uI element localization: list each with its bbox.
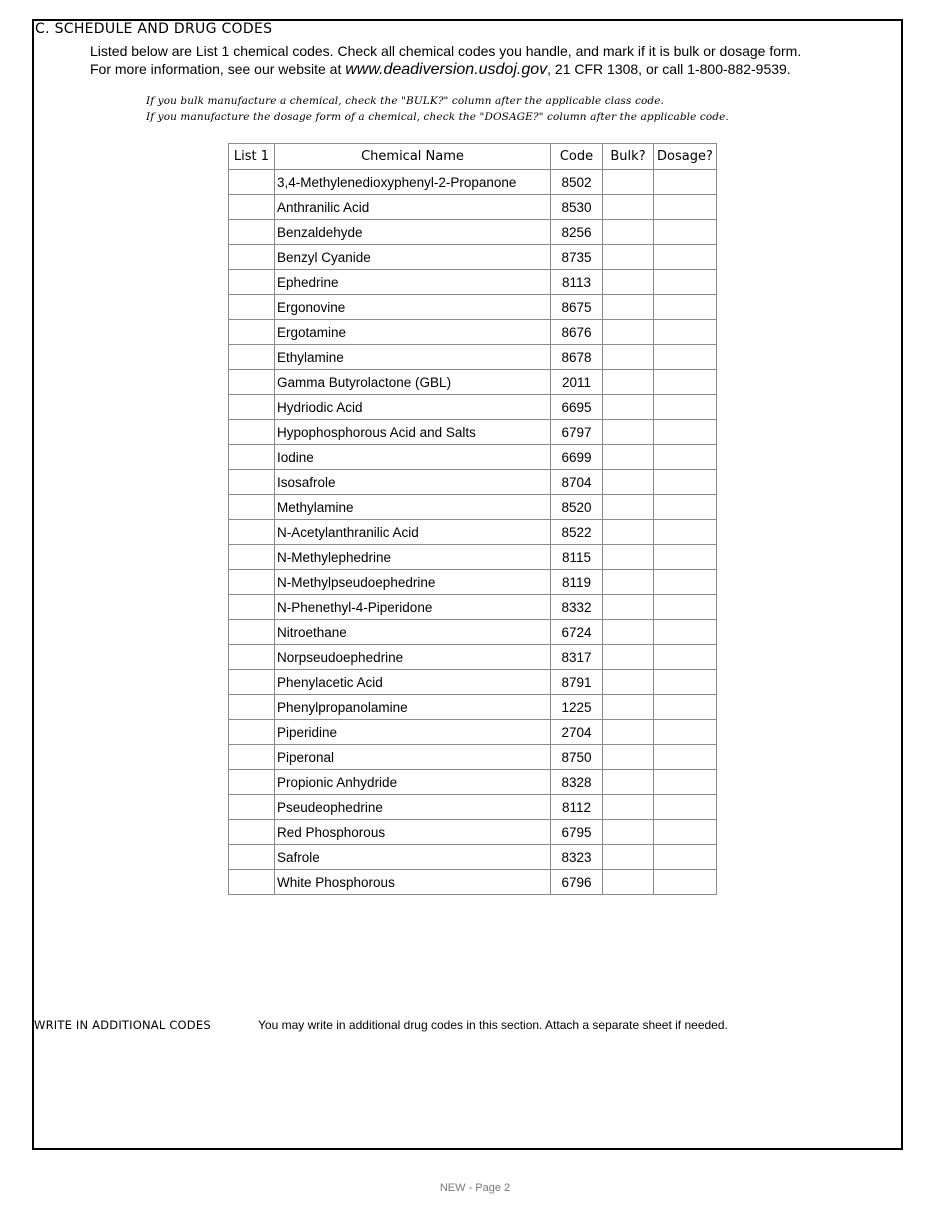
list-1-checkbox-cell[interactable] <box>229 720 275 745</box>
dosage-checkbox-cell[interactable] <box>654 845 717 870</box>
chemical-name: N-Phenethyl-4-Piperidone <box>275 595 551 620</box>
table-row <box>229 545 717 570</box>
table-row <box>229 570 717 595</box>
bulk-checkbox-cell[interactable] <box>603 645 654 670</box>
dosage-checkbox-cell[interactable] <box>654 870 717 895</box>
table-row <box>229 620 717 645</box>
chemical-code: 8256 <box>551 220 603 245</box>
chemical-name: Methylamine <box>275 495 551 520</box>
chemical-code: 8332 <box>551 595 603 620</box>
dosage-checkbox-cell[interactable] <box>654 195 717 220</box>
bulk-checkbox-cell[interactable] <box>603 345 654 370</box>
list-1-checkbox-cell[interactable] <box>229 320 275 345</box>
list-1-checkbox-cell[interactable] <box>229 595 275 620</box>
bulk-checkbox-cell[interactable] <box>603 570 654 595</box>
chemical-name: Hydriodic Acid <box>275 395 551 420</box>
bulk-checkbox-cell[interactable] <box>603 195 654 220</box>
chemical-code: 6699 <box>551 445 603 470</box>
chemical-name: Red Phosphorous <box>275 820 551 845</box>
table-row <box>229 445 717 470</box>
website-link[interactable]: www.deadiversion.usdoj.gov <box>345 61 548 78</box>
chemical-code: 8750 <box>551 745 603 770</box>
bulk-checkbox-cell[interactable] <box>603 720 654 745</box>
chemical-code: 8530 <box>551 195 603 220</box>
bulk-checkbox-cell[interactable] <box>603 595 654 620</box>
list-1-checkbox-cell[interactable] <box>229 195 275 220</box>
chemical-name: White Phosphorous <box>275 870 551 895</box>
dosage-checkbox-cell[interactable] <box>654 820 717 845</box>
table-row <box>229 745 717 770</box>
list-1-checkbox-cell[interactable] <box>229 370 275 395</box>
list-1-checkbox-cell[interactable] <box>229 395 275 420</box>
list-1-checkbox-cell[interactable] <box>229 820 275 845</box>
list-1-checkbox-cell[interactable] <box>229 470 275 495</box>
bulk-checkbox-cell[interactable] <box>603 220 654 245</box>
dosage-checkbox-cell[interactable] <box>654 720 717 745</box>
dosage-checkbox-cell[interactable] <box>654 420 717 445</box>
dosage-checkbox-cell[interactable] <box>654 295 717 320</box>
section-title: C. SCHEDULE AND DRUG CODES <box>35 21 273 37</box>
header-dosage: Dosage? <box>654 144 717 170</box>
chemical-name: Ephedrine <box>275 270 551 295</box>
list-1-checkbox-cell[interactable] <box>229 520 275 545</box>
chemical-code: 6796 <box>551 870 603 895</box>
list-1-checkbox-cell[interactable] <box>229 245 275 270</box>
bulk-checkbox-cell[interactable] <box>603 695 654 720</box>
list-1-checkbox-cell[interactable] <box>229 795 275 820</box>
chemical-name: Phenylacetic Acid <box>275 670 551 695</box>
bulk-checkbox-cell[interactable] <box>603 620 654 645</box>
list-1-checkbox-cell[interactable] <box>229 495 275 520</box>
list-1-checkbox-cell[interactable] <box>229 420 275 445</box>
dosage-checkbox-cell[interactable] <box>654 520 717 545</box>
table-row <box>229 820 717 845</box>
dosage-checkbox-cell[interactable] <box>654 445 717 470</box>
list-1-checkbox-cell[interactable] <box>229 645 275 670</box>
chemical-code: 8735 <box>551 245 603 270</box>
table-row <box>229 770 717 795</box>
bulk-checkbox-cell[interactable] <box>603 470 654 495</box>
table-body <box>229 170 717 895</box>
table-row <box>229 670 717 695</box>
bulk-checkbox-cell[interactable] <box>603 870 654 895</box>
instruction-bulk: If you bulk manufacture a chemical, check the "BULK?" column after the applicable class code. <box>146 95 664 107</box>
chemical-name: Pseudeophedrine <box>275 795 551 820</box>
dosage-checkbox-cell[interactable] <box>654 645 717 670</box>
chemical-code: 6695 <box>551 395 603 420</box>
bulk-checkbox-cell[interactable] <box>603 170 654 195</box>
chemical-code: 8317 <box>551 645 603 670</box>
chemical-name: N-Methylephedrine <box>275 545 551 570</box>
chemical-name: N-Methylpseudoephedrine <box>275 570 551 595</box>
bulk-checkbox-cell[interactable] <box>603 445 654 470</box>
chemical-code: 6724 <box>551 620 603 645</box>
bulk-checkbox-cell[interactable] <box>603 295 654 320</box>
chemical-name: Ergotamine <box>275 320 551 345</box>
list-1-checkbox-cell[interactable] <box>229 570 275 595</box>
table-row <box>229 720 717 745</box>
intro-line-2 <box>90 60 801 79</box>
table-row <box>229 420 717 445</box>
table-row <box>229 395 717 420</box>
table-row <box>229 170 717 195</box>
list-1-checkbox-cell[interactable] <box>229 845 275 870</box>
list-1-checkbox-cell[interactable] <box>229 745 275 770</box>
list-1-checkbox-cell[interactable] <box>229 545 275 570</box>
chemical-name: Piperidine <box>275 720 551 745</box>
dosage-checkbox-cell[interactable] <box>654 745 717 770</box>
instructions <box>146 93 729 125</box>
list-1-checkbox-cell[interactable] <box>229 445 275 470</box>
header-chemical-name: Chemical Name <box>275 144 551 170</box>
chemical-name: Anthranilic Acid <box>275 195 551 220</box>
chemical-code: 6795 <box>551 820 603 845</box>
chemical-code: 8328 <box>551 770 603 795</box>
dosage-checkbox-cell[interactable] <box>654 695 717 720</box>
bulk-checkbox-cell[interactable] <box>603 820 654 845</box>
table-header-row <box>229 144 717 170</box>
bulk-checkbox-cell[interactable] <box>603 370 654 395</box>
dosage-checkbox-cell[interactable] <box>654 395 717 420</box>
chemical-code: 8115 <box>551 545 603 570</box>
dosage-checkbox-cell[interactable] <box>654 620 717 645</box>
table-row <box>229 220 717 245</box>
bulk-checkbox-cell[interactable] <box>603 520 654 545</box>
bulk-checkbox-cell[interactable] <box>603 320 654 345</box>
table-row <box>229 695 717 720</box>
chemical-code: 1225 <box>551 695 603 720</box>
bulk-checkbox-cell[interactable] <box>603 270 654 295</box>
chemical-name: N-Acetylanthranilic Acid <box>275 520 551 545</box>
table-row <box>229 195 717 220</box>
chemical-name: Safrole <box>275 845 551 870</box>
chemical-code: 2704 <box>551 720 603 745</box>
bulk-checkbox-cell[interactable] <box>603 395 654 420</box>
dosage-checkbox-cell[interactable] <box>654 320 717 345</box>
chemical-code: 8323 <box>551 845 603 870</box>
dosage-checkbox-cell[interactable] <box>654 470 717 495</box>
dosage-checkbox-cell[interactable] <box>654 345 717 370</box>
list-1-checkbox-cell[interactable] <box>229 695 275 720</box>
chemical-code: 2011 <box>551 370 603 395</box>
intro-line-2-post: , 21 CFR 1308, or call 1-800-882-9539. <box>547 61 791 77</box>
chemical-name: Ethylamine <box>275 345 551 370</box>
chemical-code: 8119 <box>551 570 603 595</box>
table-row <box>229 520 717 545</box>
page-footer: NEW - Page 2 <box>439 1182 511 1194</box>
dosage-checkbox-cell[interactable] <box>654 170 717 195</box>
table-row <box>229 845 717 870</box>
chemical-code: 8676 <box>551 320 603 345</box>
header-code: Code <box>551 144 603 170</box>
chemical-name: Iodine <box>275 445 551 470</box>
list-1-checkbox-cell[interactable] <box>229 345 275 370</box>
dosage-checkbox-cell[interactable] <box>654 670 717 695</box>
bulk-checkbox-cell[interactable] <box>603 245 654 270</box>
bulk-checkbox-cell[interactable] <box>603 670 654 695</box>
chemical-name: Benzaldehyde <box>275 220 551 245</box>
chemical-code: 8791 <box>551 670 603 695</box>
chemical-name: Hypophosphorous Acid and Salts <box>275 420 551 445</box>
table-row <box>229 245 717 270</box>
dosage-checkbox-cell[interactable] <box>654 595 717 620</box>
bulk-checkbox-cell[interactable] <box>603 845 654 870</box>
chemical-code: 8675 <box>551 295 603 320</box>
dosage-checkbox-cell[interactable] <box>654 545 717 570</box>
table-row <box>229 870 717 895</box>
list-1-checkbox-cell[interactable] <box>229 295 275 320</box>
table-row <box>229 295 717 320</box>
bulk-checkbox-cell[interactable] <box>603 770 654 795</box>
dosage-checkbox-cell[interactable] <box>654 270 717 295</box>
dosage-checkbox-cell[interactable] <box>654 220 717 245</box>
chemical-code: 8678 <box>551 345 603 370</box>
list-1-checkbox-cell[interactable] <box>229 770 275 795</box>
bulk-checkbox-cell[interactable] <box>603 745 654 770</box>
intro-line-1: Listed below are List 1 chemical codes. Check all chemical codes you handle, and mark if it is bulk or dosage form. <box>90 43 802 59</box>
chemical-code: 8113 <box>551 270 603 295</box>
list-1-checkbox-cell[interactable] <box>229 170 275 195</box>
table-row <box>229 320 717 345</box>
table-row <box>229 345 717 370</box>
header-bulk: Bulk? <box>603 144 654 170</box>
dosage-checkbox-cell[interactable] <box>654 570 717 595</box>
bulk-checkbox-cell[interactable] <box>603 495 654 520</box>
dosage-checkbox-cell[interactable] <box>654 770 717 795</box>
bulk-checkbox-cell[interactable] <box>603 795 654 820</box>
table-row <box>229 270 717 295</box>
intro-line-2-pre: For more information, see our website at <box>90 61 346 77</box>
chemical-code: 8704 <box>551 470 603 495</box>
chemical-code: 6797 <box>551 420 603 445</box>
table-row <box>229 595 717 620</box>
list-1-checkbox-cell[interactable] <box>229 670 275 695</box>
instruction-dosage: If you manufacture the dosage form of a chemical, check the "DOSAGE?" column after the applicable code. <box>146 111 729 123</box>
table-row <box>229 495 717 520</box>
dosage-checkbox-cell[interactable] <box>654 795 717 820</box>
chemical-name: Piperonal <box>275 745 551 770</box>
intro-text <box>90 42 801 79</box>
chemical-name: Propionic Anhydride <box>275 770 551 795</box>
chemical-codes-table <box>228 143 717 895</box>
dosage-checkbox-cell[interactable] <box>654 495 717 520</box>
list-1-checkbox-cell[interactable] <box>229 270 275 295</box>
bulk-checkbox-cell[interactable] <box>603 420 654 445</box>
list-1-checkbox-cell[interactable] <box>229 870 275 895</box>
chemical-name: Phenylpropanolamine <box>275 695 551 720</box>
header-list: List 1 <box>229 144 275 170</box>
chemical-name: Benzyl Cyanide <box>275 245 551 270</box>
chemical-name: Norpseudoephedrine <box>275 645 551 670</box>
list-1-checkbox-cell[interactable] <box>229 220 275 245</box>
dosage-checkbox-cell[interactable] <box>654 245 717 270</box>
chemical-name: Gamma Butyrolactone (GBL) <box>275 370 551 395</box>
chemical-name: Nitroethane <box>275 620 551 645</box>
chemical-name: 3,4-Methylenedioxyphenyl-2-Propanone <box>275 170 551 195</box>
dosage-checkbox-cell[interactable] <box>654 370 717 395</box>
chemical-code: 8522 <box>551 520 603 545</box>
table-row <box>229 370 717 395</box>
additional-codes-text: You may write in additional drug codes in this section. Attach a separate sheet if needed. <box>258 1018 728 1032</box>
table-row <box>229 470 717 495</box>
chemical-name: Isosafrole <box>275 470 551 495</box>
list-1-checkbox-cell[interactable] <box>229 620 275 645</box>
chemical-code: 8520 <box>551 495 603 520</box>
chemical-name: Ergonovine <box>275 295 551 320</box>
chemical-code: 8112 <box>551 795 603 820</box>
chemical-code: 8502 <box>551 170 603 195</box>
bulk-checkbox-cell[interactable] <box>603 545 654 570</box>
additional-codes-label: WRITE IN ADDITIONAL CODES <box>34 1018 211 1032</box>
table-row <box>229 645 717 670</box>
table-row <box>229 795 717 820</box>
